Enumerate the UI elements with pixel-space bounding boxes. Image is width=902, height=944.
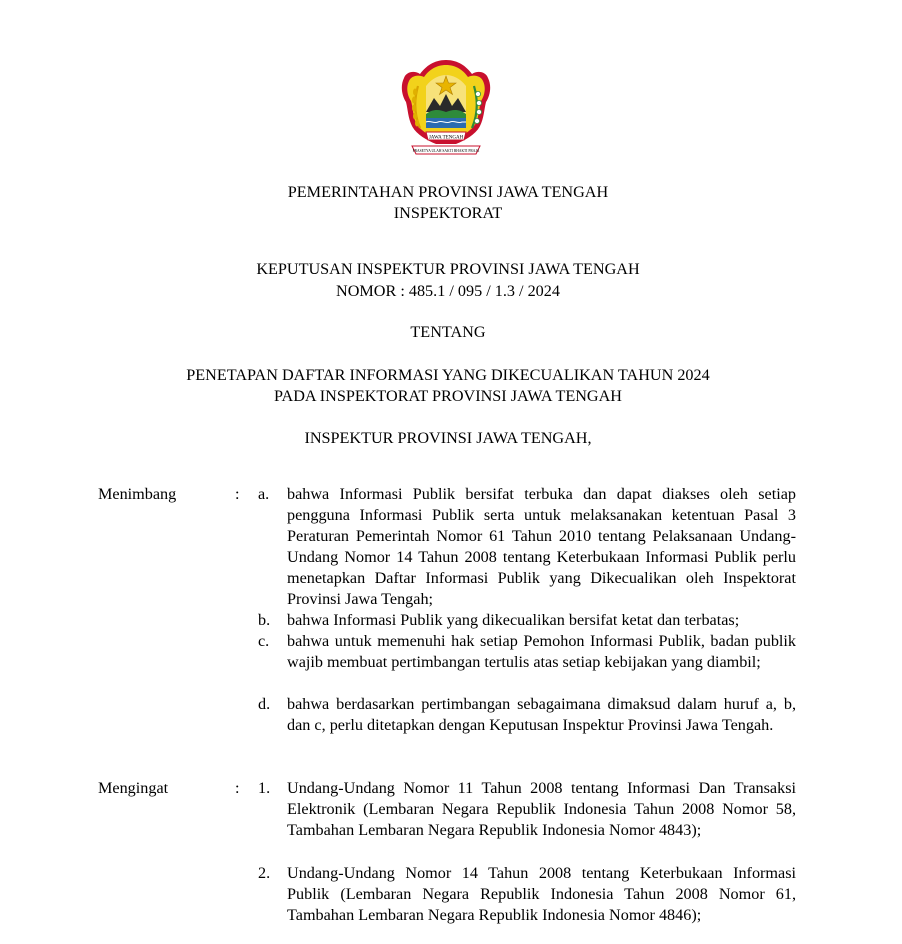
- decree-about: TENTANG: [410, 323, 486, 341]
- menimbang-item-d-marker: d.: [258, 695, 271, 713]
- menimbang-label: Menimbang: [98, 485, 177, 503]
- decree-subject-line2: PADA INSPEKTORAT PROVINSI JAWA TENGAH: [274, 387, 622, 405]
- menimbang-item-b-marker: b.: [258, 611, 271, 629]
- menimbang-item-a-text: bahwa Informasi Publik bersifat terbuka dan dapat diakses oleh setiap pengguna Informasi Publik serta untuk melaksanakan ketentuan Pasal 3 Peraturan Pemerintah Nomor 61 Tahun 2010 tentang Pelaksanaan Undang-Undang Nomor 14 Tahun 2008 tentang Keterbukaan Informasi Publik perlu menetapkan Daftar Informasi Publik yang Dikecualikan oleh Inspektorat Provinsi Jawa Tengah;: [287, 485, 796, 608]
- logo-ribbon-text: JAWA TENGAH: [428, 135, 464, 141]
- decree-title: KEPUTUSAN INSPEKTUR PROVINSI JAWA TENGAH: [256, 260, 640, 278]
- decree-number: NOMOR : 485.1 / 095 / 1.3 / 2024: [336, 282, 560, 300]
- mengingat-item-1-marker: 1.: [258, 779, 271, 797]
- menimbang-item-c-marker: c.: [258, 632, 270, 650]
- decree-issuer: INSPEKTUR PROVINSI JAWA TENGAH,: [304, 429, 592, 447]
- jawa-tengah-coat-of-arms-logo: [396, 56, 496, 168]
- menimbang-colon: :: [235, 485, 240, 503]
- logo-motto-text: PRASETYA ULAH SAKTI BHAKTI PRAJA: [412, 149, 480, 153]
- mengingat-item-2-marker: 2.: [258, 864, 271, 882]
- header-government: PEMERINTAHAN PROVINSI JAWA TENGAH: [287, 183, 609, 201]
- mengingat-label: Mengingat: [98, 779, 169, 797]
- menimbang-item-c-text: bahwa untuk memenuhi hak setiap Pemohon Informasi Publik, badan publik wajib membuat pertimbangan tertulis atas setiap kebijakan yang diambil;: [287, 632, 796, 671]
- decree-subject-line1: PENETAPAN DAFTAR INFORMASI YANG DIKECUALIKAN TAHUN 2024: [186, 366, 710, 384]
- mengingat-item-2-text: Undang-Undang Nomor 14 Tahun 2008 tentang Keterbukaan Informasi Publik (Lembaran Negara Republik Indonesia Tahun 2008 Nomor 61, Tambahan Lembaran Negara Republik Indonesia Nomor 4846);: [287, 864, 796, 924]
- header-office: INSPEKTORAT: [393, 204, 503, 222]
- mengingat-colon: :: [235, 779, 240, 797]
- menimbang-item-a-marker: a.: [258, 485, 270, 503]
- mengingat-item-1-text: Undang-Undang Nomor 11 Tahun 2008 tentang Informasi Dan Transaksi Elektronik (Lembaran Negara Republik Indonesia Tahun 2008 Nomor 58, Tambahan Lembaran Negara Republik Indonesia Nomor 4843);: [287, 779, 796, 839]
- menimbang-item-d-text: bahwa berdasarkan pertimbangan sebagaimana dimaksud dalam huruf a, b, dan c, perlu ditetapkan dengan Keputusan Inspektur Provinsi Jawa Tengah.: [287, 695, 796, 734]
- menimbang-item-b-text: bahwa Informasi Publik yang dikecualikan bersifat ketat dan terbatas;: [287, 611, 740, 629]
